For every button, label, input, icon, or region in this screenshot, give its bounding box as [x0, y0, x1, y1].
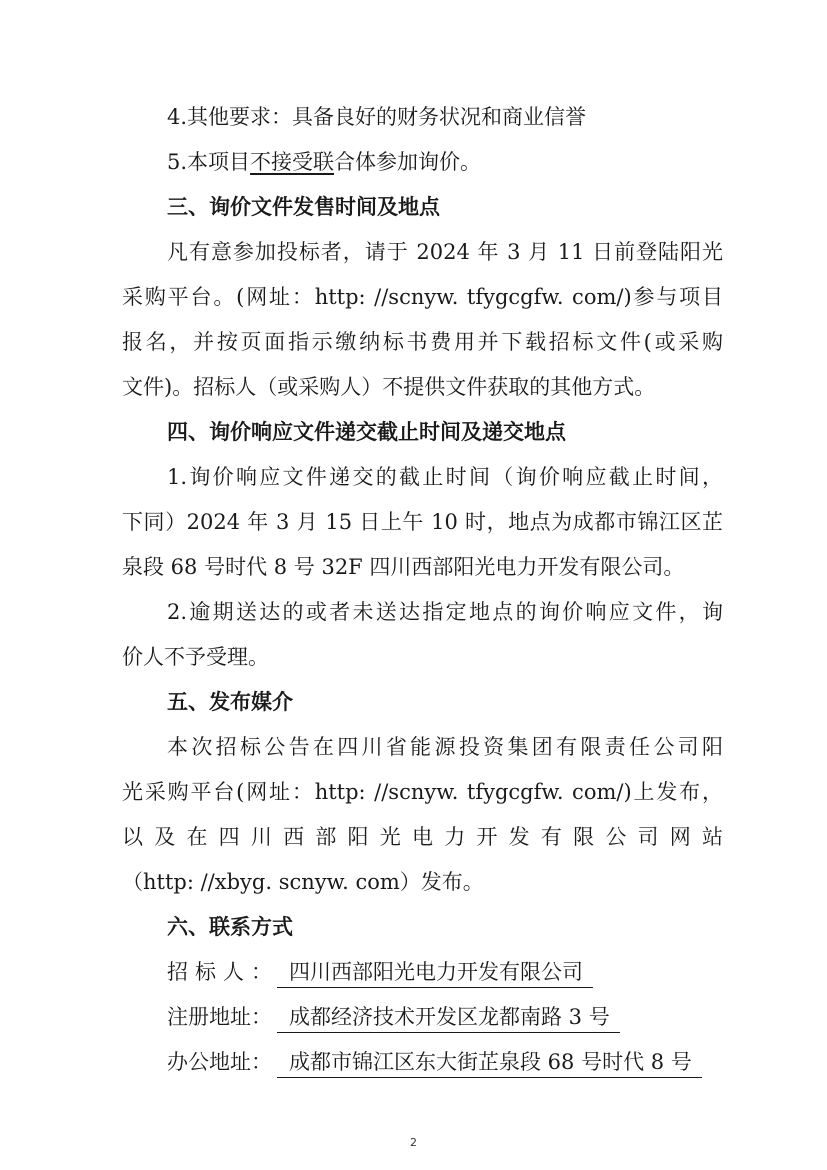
section-4-para-1-line: 1.询价响应文件递交的截止时间（询价响应截止时间， [167, 465, 723, 489]
contact-value: 成都市锦江区东大街芷泉段 68 号时代 8 号 [277, 1047, 702, 1078]
section-4-para-2-line: 2.逾期送达的或者未送达指定地点的询价响应文件，询 [167, 600, 723, 624]
section-4-para-2-line: 价人不予受理。 [122, 645, 269, 669]
section-3-line: 采购平台。(网址：http: //scnyw. tfygcgfw. com/)参与项目 [122, 285, 723, 309]
section-3-line: 报名，并按页面指示缴纳标书费用并下载招标文件(或采购 [122, 330, 723, 354]
requirement-item-5-suffix: 合体参加询价。 [334, 150, 482, 174]
contact-label: 办公地址： [167, 1050, 272, 1074]
contact-row [0, 1042, 827, 1082]
section-4-para-1-line: 下同）2024 年 3 月 15 日上午 10 时，地点为成都市锦江区芷 [122, 510, 723, 534]
section-5-line: 以及在四川西部阳光电力开发有限公司网站 [122, 825, 723, 849]
section-3-heading: 三、询价文件发售时间及地点 [167, 195, 440, 219]
requirement-item-4: 4.其他要求：具备良好的财务状况和商业信誉 [167, 105, 587, 129]
section-4-para-1-line: 泉段 68 号时代 8 号 32F 四川西部阳光电力开发有限公司。 [122, 555, 685, 579]
section-3-line: 文件)。招标人（或采购人）不提供文件获取的其他方式。 [122, 375, 656, 399]
requirement-item-5 [0, 142, 827, 182]
section-5-line: 本次招标公告在四川省能源投资集团有限责任公司阳 [167, 735, 723, 759]
contact-value: 四川西部阳光电力开发有限公司 [277, 957, 593, 988]
requirement-item-5-underlined: 不接受联 [250, 150, 335, 174]
contact-label: 注册地址： [167, 1005, 272, 1029]
page-number: 2 [410, 1136, 417, 1149]
section-3-line: 凡有意参加投标者，请于 2024 年 3 月 11 日前登陆阳光 [167, 240, 723, 264]
contact-value: 成都经济技术开发区龙都南路 3 号 [277, 1002, 620, 1033]
requirement-item-5-prefix: 5.本项目 [167, 150, 251, 174]
section-4-heading: 四、询价响应文件递交截止时间及递交地点 [167, 420, 566, 444]
contact-row [0, 952, 827, 992]
contact-label: 招标人： [167, 960, 279, 984]
section-5-line: 光采购平台(网址：http: //scnyw. tfygcgfw. com/)上发布， [122, 780, 723, 804]
section-5-heading: 五、发布媒介 [167, 690, 293, 714]
section-6-heading: 六、联系方式 [167, 915, 293, 939]
contact-row [0, 997, 827, 1037]
section-5-line: （http: //xbyg. scnyw. com）发布。 [122, 870, 484, 894]
